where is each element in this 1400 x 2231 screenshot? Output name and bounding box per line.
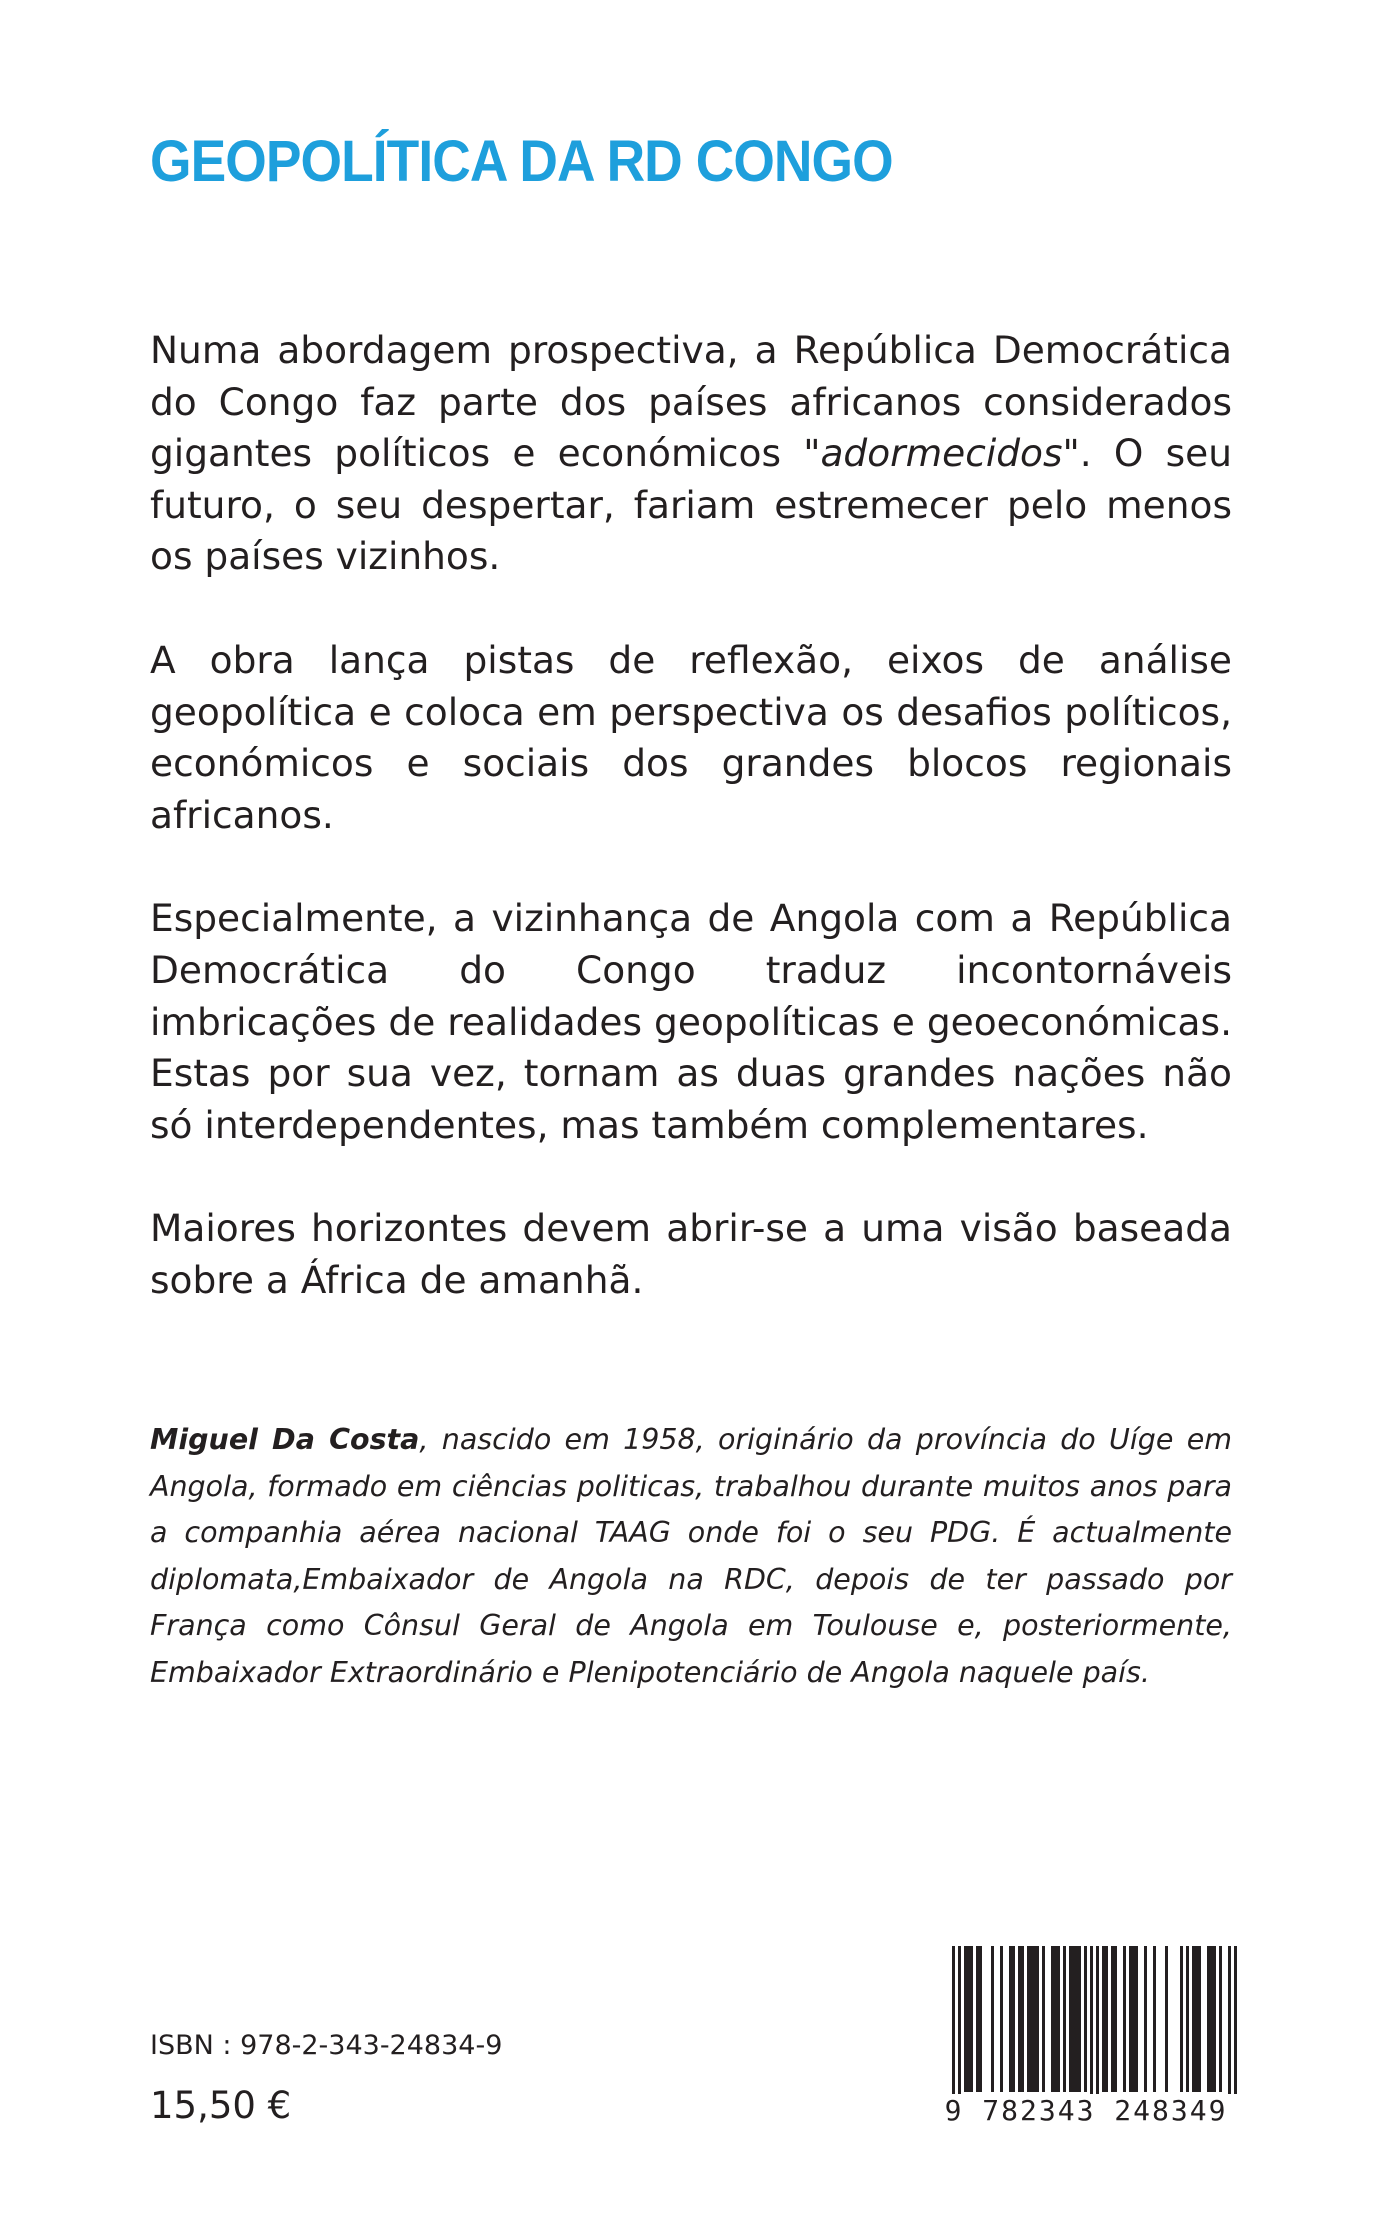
barcode-bar bbox=[1036, 1946, 1039, 2092]
isbn: ISBN : 978-2-343-24834-9 bbox=[150, 2030, 503, 2061]
barcode-bar bbox=[958, 1946, 961, 2106]
barcode-bar bbox=[1132, 1946, 1135, 2092]
barcode-bar bbox=[991, 1946, 994, 2092]
blurb-paragraph-1-text-b: . O seu futuro, o seu despertar, fariam estremecer pelo menos os países vizinhos. bbox=[150, 431, 1233, 579]
barcode-bar bbox=[1192, 1946, 1195, 2092]
barcode-bar bbox=[1057, 1946, 1060, 2092]
barcode-bar bbox=[1090, 1946, 1093, 2106]
blurb-paragraph-1 bbox=[150, 325, 1232, 583]
barcode-bar bbox=[1219, 1946, 1222, 2092]
price: 15,50 € bbox=[150, 2084, 292, 2127]
barcode-bar bbox=[1069, 1946, 1072, 2092]
barcode-bar bbox=[1180, 1946, 1183, 2092]
barcode-bar bbox=[1075, 1946, 1078, 2092]
barcode-bar bbox=[952, 1946, 955, 2106]
barcode-bar bbox=[1105, 1946, 1108, 2092]
barcode-bar bbox=[1102, 1946, 1105, 2092]
barcode-bar bbox=[1111, 1946, 1114, 2092]
barcode-bar bbox=[970, 1946, 973, 2092]
barcode-digits: 9 782343 248349 bbox=[930, 2094, 1242, 2127]
barcode-bar bbox=[1012, 1946, 1015, 2092]
barcode-bar bbox=[1129, 1946, 1132, 2092]
barcode-bar bbox=[1228, 1946, 1231, 2106]
blurb-paragraph-1-italic: "adormecidos" bbox=[803, 431, 1080, 476]
barcode-bars bbox=[930, 1946, 1242, 2106]
barcode-bar bbox=[1084, 1946, 1087, 2092]
barcode-bar bbox=[1030, 1946, 1033, 2092]
barcode-bar bbox=[1072, 1946, 1075, 2092]
barcode-bar bbox=[967, 1946, 970, 2092]
barcode-bar bbox=[1021, 1946, 1024, 2092]
barcode-bar bbox=[1000, 1946, 1003, 2092]
barcode-bar bbox=[1144, 1946, 1147, 2092]
blurb bbox=[150, 325, 1232, 1359]
book-title: GEOPOLÍTICA DA RD CONGO bbox=[150, 129, 893, 194]
barcode-bar bbox=[1165, 1946, 1168, 2092]
barcode-bar bbox=[1054, 1946, 1057, 2092]
barcode-bar bbox=[1213, 1946, 1216, 2092]
barcode bbox=[930, 1946, 1242, 2141]
barcode-bar bbox=[1153, 1946, 1156, 2092]
barcode-bar bbox=[1051, 1946, 1054, 2092]
author-bio-text: , nascido em 1958, originário da província do Uíge em Angola, formado em ciências politicas, trabalhou durante muitos anos para a companhia aérea nacional TAAG onde foi o seu PDG. É actualmente diplomata,Embaixador de Angola na RDC, depois de ter passado por França como Cônsul Geral de Angola em Toulouse e, posteriormente, Embaixador Extraordinário e Plenipotenciário de Angola naquele país. bbox=[150, 1423, 1232, 1689]
barcode-bar bbox=[1114, 1946, 1117, 2092]
blurb-paragraph-1-text-a: Numa abordagem prospectiva, a República Democrática do Congo faz parte dos países africanos considerados gigantes políticos e económicos bbox=[150, 328, 1232, 476]
barcode-bar bbox=[1186, 1946, 1189, 2092]
author-name: Miguel Da Costa bbox=[150, 1423, 420, 1456]
barcode-bar bbox=[1042, 1946, 1045, 2092]
barcode-bar bbox=[1210, 1946, 1213, 2092]
barcode-bar bbox=[1123, 1946, 1126, 2092]
barcode-bar bbox=[1033, 1946, 1036, 2092]
barcode-bar bbox=[1234, 1946, 1237, 2106]
barcode-bar bbox=[976, 1946, 979, 2092]
barcode-bar bbox=[1018, 1946, 1021, 2092]
barcode-bar bbox=[1027, 1946, 1030, 2092]
blurb-paragraph-2: A obra lança pistas de reflexão, eixos de análise geopolítica e coloca em perspectiva os desafios políticos, económicos e sociais dos grandes blocos regionais africanos. bbox=[150, 637, 1232, 837]
barcode-bar bbox=[1198, 1946, 1201, 2092]
blurb-paragraph-4: Maiores horizontes devem abrir-se a uma visão baseada sobre a África de amanhã. bbox=[150, 1206, 1232, 1302]
barcode-bar bbox=[1096, 1946, 1099, 2106]
author-bio bbox=[150, 1417, 1232, 1696]
blurb-paragraph-3: Especialmente, a vizinhança de Angola com a República Democrática do Congo traduz incontornáveis imbricações de realidades geopolíticas e geoeconómicas. Estas por sua vez, tornam as duas grandes nações não só interdependentes, mas também complementares. bbox=[150, 896, 1232, 1147]
barcode-bar bbox=[964, 1946, 967, 2092]
barcode-bar bbox=[1078, 1946, 1081, 2092]
barcode-bar bbox=[1009, 1946, 1012, 2092]
barcode-bar bbox=[1135, 1946, 1138, 2092]
barcode-bar bbox=[1063, 1946, 1066, 2092]
barcode-bar bbox=[1195, 1946, 1198, 2092]
barcode-bar bbox=[979, 1946, 982, 2092]
barcode-bar bbox=[1207, 1946, 1210, 2092]
